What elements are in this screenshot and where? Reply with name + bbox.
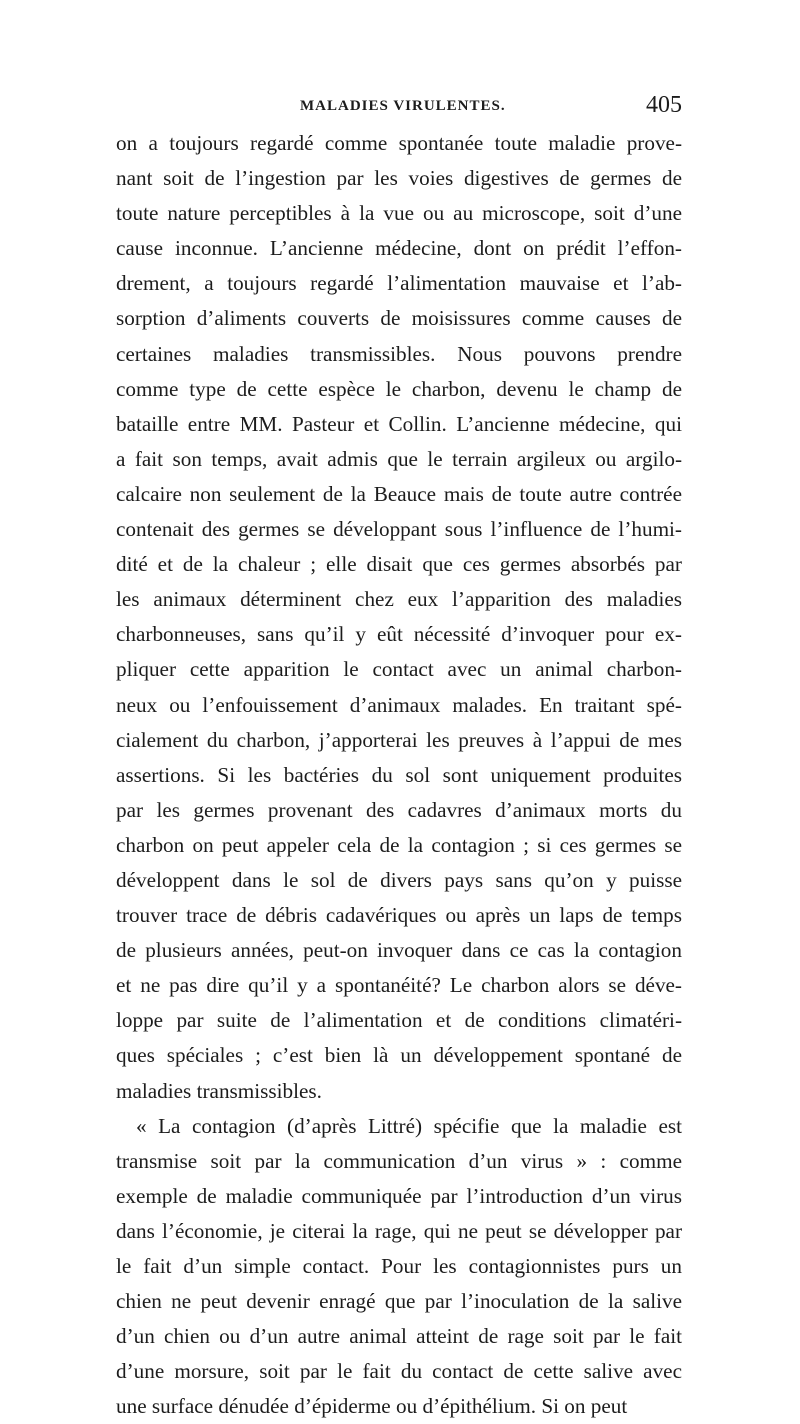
running-head — [116, 92, 682, 126]
text-line: d’une morsure, soit par le fait du contact de cette salive avec — [116, 1359, 682, 1384]
text-line: de plusieurs années, peut-on invoquer dans ce cas la contagion — [116, 938, 682, 963]
text-line: nant soit de l’ingestion par les voies digestives de germes de — [116, 166, 682, 191]
body-text — [116, 126, 682, 1424]
text-line: calcaire non seulement de la Beauce mais de toute autre contrée — [116, 481, 682, 506]
text-line: les animaux déterminent chez eux l’apparition des maladies — [116, 587, 682, 612]
text-line: « La contagion (d’après Littré) spécifie que la maladie est — [136, 1113, 682, 1138]
text-line: chien ne peut devenir enragé que par l’inoculation de la salive — [116, 1289, 682, 1314]
text-line: sorption d’aliments couverts de moisissures comme causes de — [116, 306, 682, 331]
text-line: trouver trace de débris cadavériques ou après un laps de temps — [116, 903, 682, 928]
text-line: et ne pas dire qu’il y a spontanéité? Le charbon alors se déve- — [116, 973, 682, 998]
text-line: par les germes provenant des cadavres d’animaux morts du — [116, 797, 682, 822]
text-line: une surface dénudée d’épiderme ou d’épithélium. Si on peut — [116, 1394, 628, 1419]
text-line: dans l’économie, je citerai la rage, qui ne peut se développer par — [116, 1218, 682, 1243]
text-line: a fait son temps, avait admis que le terrain argileux ou argilo- — [116, 446, 682, 471]
text-line: charbon on peut appeler cela de la contagion ; si ces germes se — [116, 832, 682, 857]
text-line: charbonneuses, sans qu’il y eût nécessité d’invoquer pour ex- — [116, 622, 682, 647]
text-line: pliquer cette apparition le contact avec un animal charbon- — [116, 657, 682, 682]
text-line: le fait d’un simple contact. Pour les contagionnistes purs un — [116, 1254, 682, 1278]
text-line: toute nature perceptibles à la vue ou au microscope, soit d’une — [116, 201, 682, 226]
page-number: 405 — [646, 92, 682, 118]
text-line: assertions. Si les bactéries du sol sont uniquement produites — [116, 762, 682, 787]
text-line: on a toujours regardé comme spontanée toute maladie prove- — [116, 131, 682, 155]
text-line: bataille entre MM. Pasteur et Collin. L’ancienne médecine, qui — [116, 411, 682, 436]
text-line: d’un chien ou d’un autre animal atteint de rage soit par le fait — [116, 1324, 682, 1349]
text-line: contenait des germes se développant sous l’influence de l’humi- — [116, 517, 682, 542]
text-line: exemple de maladie communiquée par l’introduction d’un virus — [116, 1183, 682, 1208]
text-line: comme type de cette espèce le charbon, devenu le champ de — [116, 376, 682, 401]
text-line: drement, a toujours regardé l’alimentation mauvaise et l’ab- — [116, 271, 682, 296]
running-title: MALADIES VIRULENTES. — [300, 98, 506, 114]
text-line: maladies transmissibles. — [116, 1078, 322, 1103]
text-line: transmise soit par la communication d’un virus » : comme — [116, 1148, 682, 1173]
text-line: neux ou l’enfouissement d’animaux malades. En traitant spé- — [116, 692, 682, 717]
text-line: loppe par suite de l’alimentation et de conditions climatéri- — [116, 1008, 682, 1033]
text-line: développent dans le sol de divers pays sans qu’on y puisse — [116, 867, 682, 892]
text-line: cialement du charbon, j’apporterai les preuves à l’appui de mes — [116, 727, 682, 752]
text-line: certaines maladies transmissibles. Nous pouvons prendre — [116, 341, 682, 366]
text-line: dité et de la chaleur ; elle disait que ces germes absorbés par — [116, 552, 682, 577]
text-line: cause inconnue. L’ancienne médecine, dont on prédit l’effon- — [116, 236, 682, 261]
text-line: ques spéciales ; c’est bien là un développement spontané de — [116, 1043, 682, 1068]
